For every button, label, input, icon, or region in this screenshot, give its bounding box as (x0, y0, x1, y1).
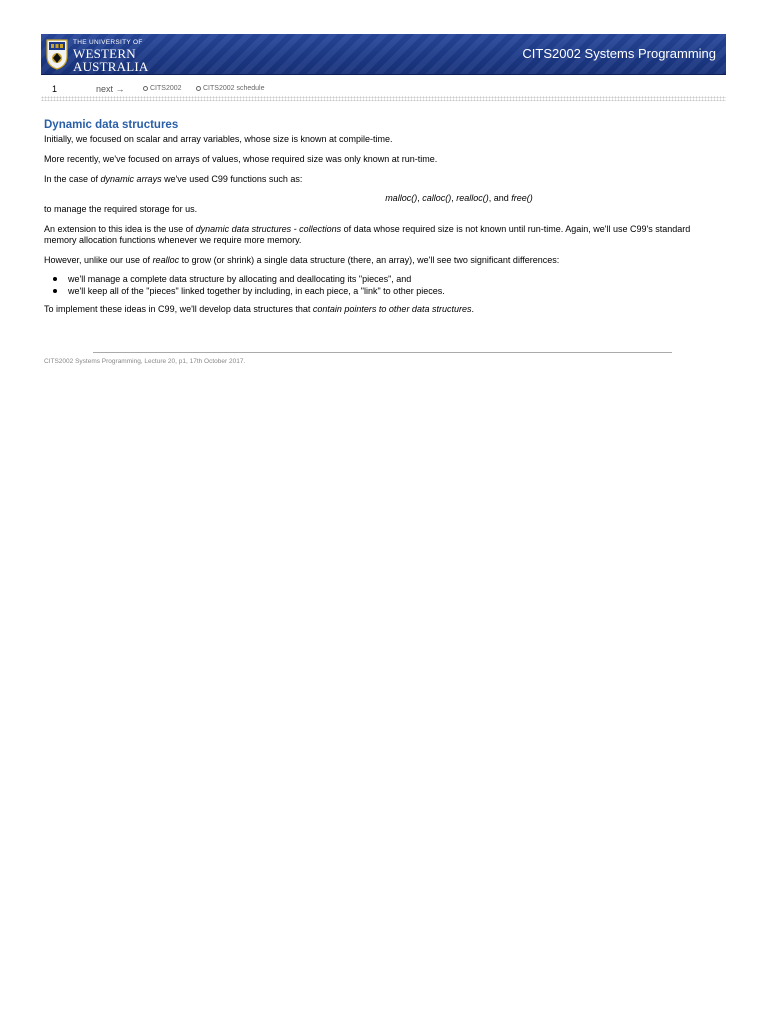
paragraph-2: More recently, we've focused on arrays of values, whose required size was only known at run-time. (44, 154, 438, 164)
dotted-divider (41, 96, 726, 101)
uni-small-text: THE UNIVERSITY OF (73, 39, 143, 46)
list-item (68, 286, 734, 297)
func-sep: , and (488, 193, 512, 203)
bullet-icon (53, 277, 57, 281)
paragraph-6 (44, 255, 734, 266)
p3-text-b: we've used C99 functions such as: (161, 174, 303, 184)
p5-emphasis: dynamic data structures - collections (195, 224, 342, 234)
header-banner (41, 34, 726, 75)
p7-text-a: To implement these ideas in C99, we'll develop data structures that (44, 304, 313, 314)
p3-emphasis: dynamic arrays (100, 174, 162, 184)
function-list (44, 193, 734, 204)
p6-text-a: However, unlike our use of (44, 255, 153, 265)
p7-emphasis: contain pointers to other data structures (312, 304, 472, 314)
p5-text-b: of data whose required size is not known until run-time. Again, we'll use C99's standard memory allocation functions whenever we require more memory. (44, 224, 691, 245)
p5-text-a: An extension to this idea is the use of (44, 224, 196, 234)
lecture-content (44, 120, 734, 315)
list-item (68, 274, 734, 285)
bullet-icon (53, 289, 57, 293)
nav-bar (41, 83, 726, 95)
differences-list (44, 274, 734, 297)
paragraph-3 (44, 174, 734, 185)
next-link[interactable]: next → (96, 84, 125, 94)
cits2002-link[interactable] (143, 85, 182, 92)
func-sep: , (451, 193, 457, 203)
paragraph-1: Initially, we focused on scalar and array variables, whose size is known at compile-time. (44, 134, 393, 144)
course-title: CITS2002 Systems Programming (522, 46, 716, 61)
footer-text: CITS2002 Systems Programming, Lecture 20, p1, 17th October 2017. (44, 358, 246, 365)
uni-line1: WESTERN (73, 45, 136, 61)
university-crest-icon (45, 38, 69, 70)
link-icon (143, 86, 148, 91)
cits2002-link-label: CITS2002 (150, 85, 182, 92)
uni-line2: AUSTRALIA (73, 58, 149, 74)
schedule-link[interactable] (196, 85, 264, 92)
page-title: Dynamic data structures (44, 119, 179, 131)
paragraph-7 (44, 304, 734, 315)
p3-text-a: In the case of (44, 174, 101, 184)
paragraph-5 (44, 224, 716, 246)
func-realloc: realloc() (456, 193, 489, 203)
university-name (73, 40, 148, 73)
func-sep: , (417, 193, 423, 203)
func-malloc: malloc() (385, 193, 418, 203)
p6-text-b: to grow (or shrink) a single data structure (there, an array), we'll see two significant differences: (179, 255, 560, 265)
page-number: 1 (52, 84, 58, 94)
schedule-link-label: CITS2002 schedule (203, 85, 265, 92)
footer-divider (93, 352, 672, 353)
func-free: free() (511, 193, 533, 203)
link-icon (196, 86, 201, 91)
p7-text-b: . (471, 304, 474, 314)
list-item-text: we'll keep all of the "pieces" linked together by including, in each piece, a "link" to other pieces. (68, 286, 445, 296)
list-item-text: we'll manage a complete data structure by allocating and deallocating its "pieces", and (68, 274, 412, 284)
func-calloc: calloc() (422, 193, 452, 203)
paragraph-4: to manage the required storage for us. (44, 204, 198, 214)
p6-emphasis: realloc (152, 255, 180, 265)
